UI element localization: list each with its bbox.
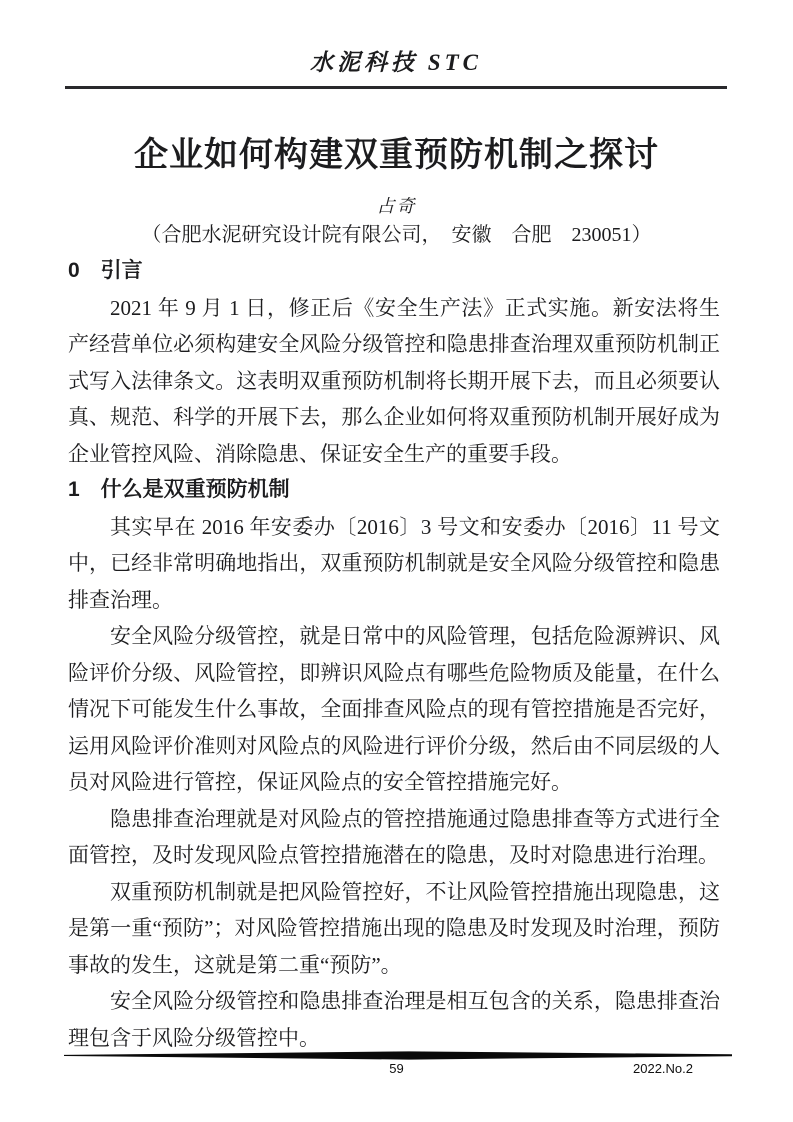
author-affiliation: （合肥水泥研究设计院有限公司， 安徽 合肥 230051） [141, 224, 652, 246]
paragraph: 2021 年 9 月 1 日，修正后《安全生产法》正式实施。新安法将生产经营单位必须构建安全风险分级管控和隐患排查治理双重预防机制正式写入法律条文。这表明双重预防机制将长期开展下去，而且必须要认真、规范、科学的开展下去，那么企业如何将双重预防机制开展好成为企业管控风险、消除隐患、保证安全生产的重要手段。 [68, 295, 720, 466]
page-header [65, 44, 727, 89]
issue-label: 2022.No.2 [633, 1061, 693, 1076]
paragraph: 双重预防机制就是把风险管控好，不让风险管控措施出现隐患，这是第一重“预防”；对风险管控措施出现的隐患及时发现及时治理，预防事故的发生，这就是第二重“预防”。 [68, 879, 720, 977]
footer-rule [64, 1051, 732, 1060]
paragraph: 安全风险分级管控，就是日常中的风险管理，包括危险源辨识、风险评价分级、风险管控，即辨识风险点有哪些危险物质及能量，在什么情况下可能发生什么事故，全面排查风险点的现有管控措施是否完好，运用风险评价准则对风险点的风险进行评价分级，然后由不同层级的人员对风险进行管控，保证风险点的安全管控措施完好。 [68, 624, 720, 794]
article-title: 企业如何构建双重预防机制之探讨 [134, 136, 659, 174]
article-body [68, 253, 720, 1056]
section-heading-1: 1 什么是双重预防机制 [68, 478, 290, 501]
section-heading-0: 0 引言 [68, 259, 143, 282]
page-number: 59 [389, 1061, 404, 1076]
paragraph: 隐患排查治理就是对风险点的管控措施通过隐患排查等方式进行全面管控，及时发现风险点管控措施潜在的隐患，及时对隐患进行治理。 [68, 806, 720, 867]
journal-title: 水泥科技 STC [310, 50, 482, 75]
paragraph: 其实早在 2016 年安委办〔2016〕3 号文和安委办〔2016〕11 号文中，已经非常明确地指出，双重预防机制就是安全风险分级管控和隐患排查治理。 [68, 514, 720, 612]
paragraph: 安全风险分级管控和隐患排查治理是相互包含的关系，隐患排查治理包含于风险分级管控中。 [68, 989, 720, 1050]
author-name: 占奇 [376, 196, 417, 216]
